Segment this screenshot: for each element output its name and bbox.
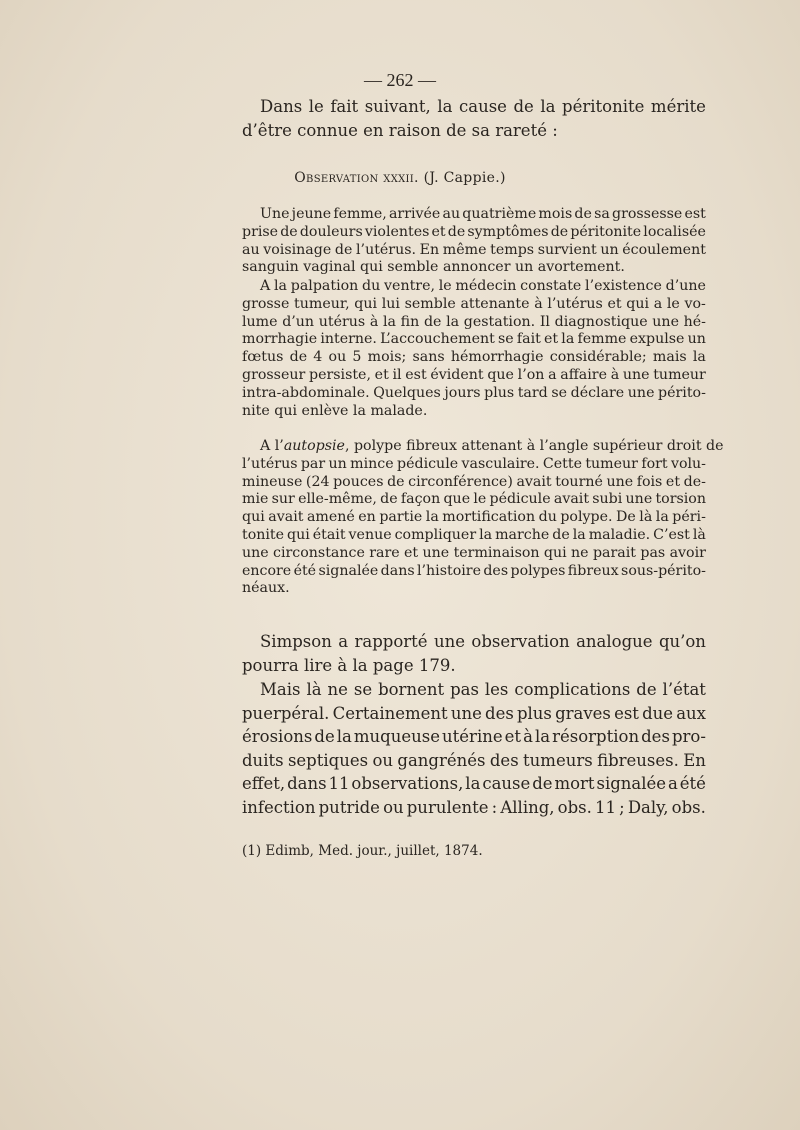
text-line: puerpéral. Certainement une des plus graves est due aux xyxy=(242,703,706,723)
text-line: Une jeune femme, arrivée au quatrième mois de sa grossesse est xyxy=(260,206,706,222)
observation-label: Observation xyxy=(294,170,379,186)
observation-numeral: xxxii. xyxy=(383,170,419,186)
text-line: d’être connue en raison de sa rareté : xyxy=(242,120,558,140)
text-line: tonite qui était venue compliquer la marche de la maladie. C’est là xyxy=(242,526,706,543)
text-line: grosseur persiste, et il est évident que l’on a affaire à une tumeur xyxy=(242,366,706,383)
text-line: infection putride ou purulente : Alling, obs. 11 ; Daly, obs. xyxy=(242,797,706,817)
text-line: néaux. xyxy=(242,580,290,597)
text-fragment: A l’ xyxy=(260,438,284,454)
case-paragraph-2 xyxy=(242,278,706,420)
text-line: fœtus de 4 ou 5 mois; sans hémorrhagie considérable; mais la xyxy=(242,349,706,366)
text-fragment: , polype fibreux attenant à l’angle supérieur droit de xyxy=(344,438,724,454)
case-paragraph-1 xyxy=(242,206,706,277)
page-number: — 262 — xyxy=(364,70,436,90)
text-line: sanguin vaginal qui semble annoncer un avortement. xyxy=(242,259,625,276)
text-line: Simpson a rapporté une observation analogue qu’on xyxy=(260,632,706,651)
italic-term: autopsie xyxy=(283,438,345,454)
text-line: duits septiques ou gangrénés des tumeurs fibreuses. En xyxy=(242,750,706,770)
intro-paragraph xyxy=(242,95,706,142)
complications-paragraph xyxy=(242,678,706,819)
text-line: mineuse (24 pouces de circonférence) avait tourné une fois et de- xyxy=(242,473,706,490)
text-line: A la palpation du ventre, le médecin constate l’existence d’une xyxy=(260,278,706,294)
text-line xyxy=(242,438,724,456)
text-line: encore été signalée dans l’histoire des polypes fibreux sous-périto- xyxy=(242,562,706,579)
text-line: mie sur elle-même, de façon que le pédicule avait subi une torsion xyxy=(242,491,706,508)
text-line: au voisinage de l’utérus. En même temps survient un écoulement xyxy=(242,241,706,258)
text-line: pourra lire à la page 179. xyxy=(242,655,456,675)
text-line: érosions de la muqueuse utérine et à la résorption des pro- xyxy=(242,727,706,746)
text-line: nite qui enlève la malade. xyxy=(242,402,428,419)
text-line: morrhagie interne. L’accouchement se fait et la femme expulse un xyxy=(242,331,706,348)
text-line: Dans le fait suivant, la cause de la péritonite mérite xyxy=(260,97,706,116)
text-line: une circonstance rare et une terminaison qui ne parait pas avoir xyxy=(242,544,706,561)
text-line: Mais là ne se bornent pas les complications de l’état xyxy=(260,680,706,699)
observation-heading xyxy=(0,170,800,186)
text-line: lume d’un utérus à la fin de la gestation. Il diagnostique une hé- xyxy=(242,313,706,330)
observation-citation: (J. Cappie.) xyxy=(423,170,506,186)
simpson-paragraph xyxy=(242,630,706,677)
text-line: grosse tumeur, qui lui semble attenante à l’utérus et qui a le vo- xyxy=(242,295,706,312)
text-line: prise de douleurs violentes et de symptômes de péritonite localisée xyxy=(242,223,706,240)
case-paragraph-3 xyxy=(242,438,724,598)
text-line: l’utérus par un mince pédicule vasculaire. Cette tumeur fort volu- xyxy=(242,455,706,472)
footnote: (1) Edimb, Med. jour., juillet, 1874. xyxy=(242,843,483,859)
text-line: intra-abdominale. Quelques jours plus tard se déclare une périto- xyxy=(242,384,706,401)
text-line: qui avait amené en partie la mortification du polype. De là la péri- xyxy=(242,509,706,526)
text-line: effet, dans 11 observations, la cause de mort signalée a été xyxy=(242,774,706,793)
